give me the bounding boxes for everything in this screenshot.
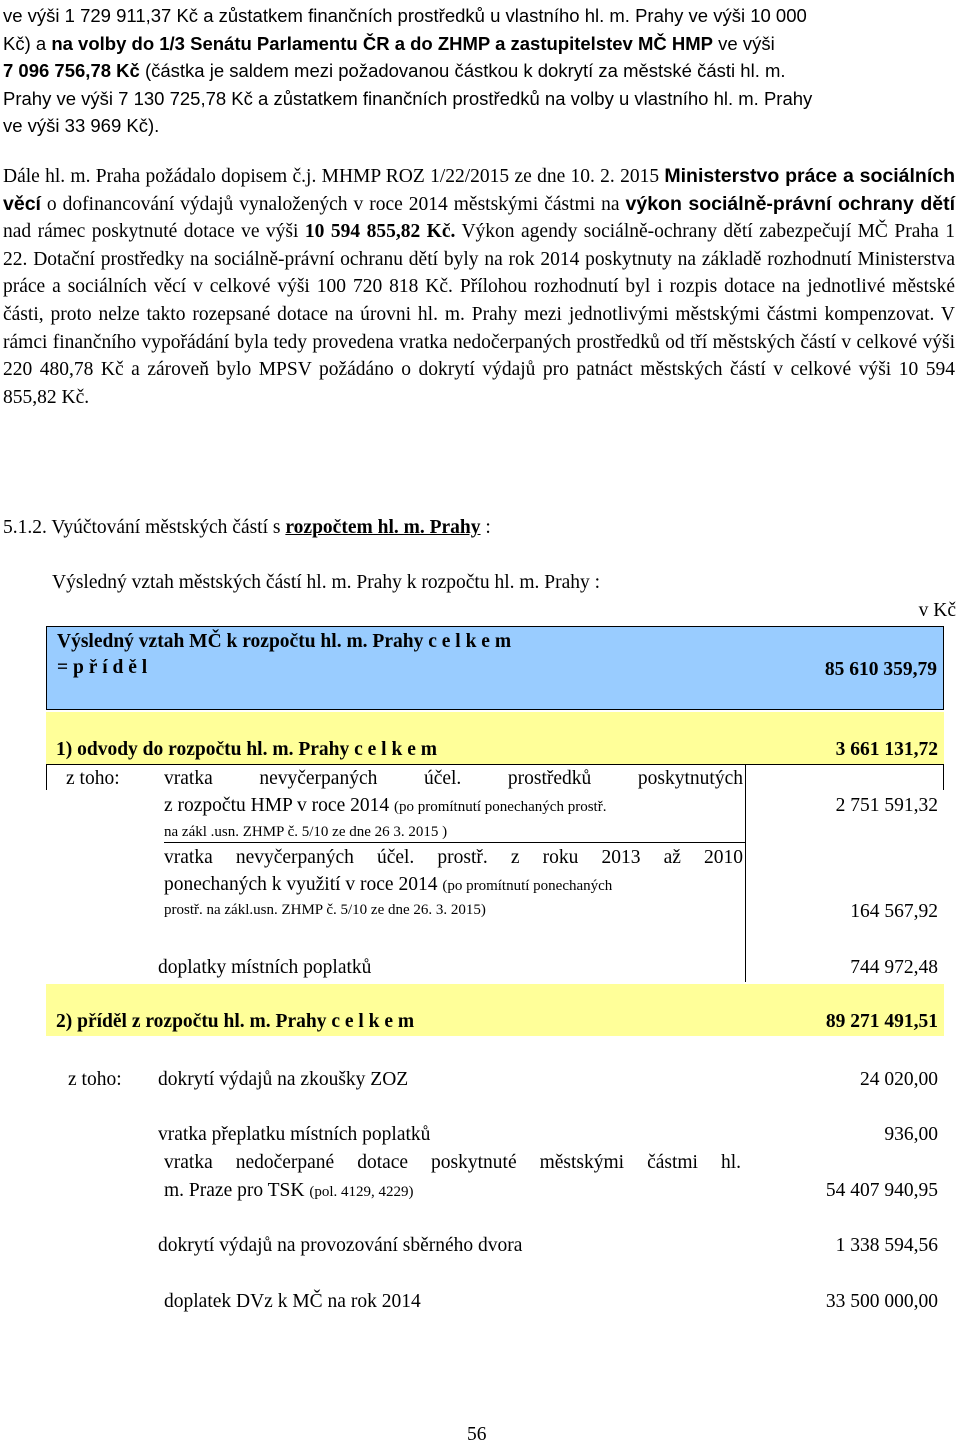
table-line [745,764,746,982]
pridel-item3-line1: vratka nedočerpané dotace poskytnuté městskými částmi hl. [164,1152,741,1173]
pridel-item2: vratka přeplatku místních poplatků [158,1124,431,1145]
pridel-item1-value: 24 020,00 [860,1069,938,1090]
pridel-item4-value: 1 338 594,56 [835,1235,938,1256]
odvody-total: 3 661 131,72 [835,739,938,760]
odvody-item3-value: 744 972,48 [850,957,938,978]
odvody-item3: doplatky místních poplatků [158,957,372,978]
unit-label: v Kč [918,600,956,621]
odvody-item2-line2: ponechaných k využití v roce 2014 (po promítnutí ponechaných [164,874,613,895]
intro-line-4: Prahy ve výši 7 130 725,78 Kč a zůstatkem finančních prostředků na volby u vlastního hl. m. Prahy [3,87,813,109]
odvody-item2-line1: vratka nevyčerpaných účel. prostř. z roku 2013 až 2010 [164,847,743,868]
pridel-item2-value: 936,00 [884,1124,938,1145]
odvody-title: 1) odvody do rozpočtu hl. m. Prahy c e l k e m [56,739,437,760]
intro-line-1: ve výši 1 729 911,37 Kč a zůstatkem finančních prostředků u vlastního hl. m. Prahy ve výši 10 000 [3,5,807,26]
odvody-item1-line2: z rozpočtu HMP v roce 2014 (po promítnutí ponechaných prostř. [164,795,607,816]
pridel-item4: dokrytí výdajů na provozování sběrného dvora [158,1235,523,1256]
table-line [46,764,944,765]
odvody-item1-line3: na zákl .usn. ZHMP č. 5/10 ze dne 26 3. 2015 ) [164,824,448,840]
pridel-ztoho: z toho: [68,1069,122,1090]
summary-value: 85 610 359,79 [824,659,937,680]
intro-line-5: ve výši 33 969 Kč). [3,115,160,136]
summary-label-1: Výsledný vztah MČ k rozpočtu hl. m. Prahy c e l k e m [57,631,512,652]
summary-label-2: = p ř í d ě l [57,657,148,678]
pridel-total: 89 271 491,51 [825,1011,938,1032]
section-subheading: Výsledný vztah městských částí hl. m. Prahy k rozpočtu hl. m. Prahy : [52,572,601,593]
section-heading: 5.1.2. Vyúčtování městských částí s rozpočtem hl. m. Prahy : [3,517,491,538]
odvody-header-box [46,712,944,764]
pridel-title: 2) příděl z rozpočtu hl. m. Prahy c e l k e m [56,1011,415,1032]
pridel-item3-line2: m. Praze pro TSK (pol. 4129, 4229) [164,1180,414,1201]
pridel-item5: doplatek DVz k MČ na rok 2014 [164,1291,421,1312]
table-line [164,842,745,843]
table-line [943,764,944,790]
paragraph-mpsv: Dále hl. m. Praha požádalo dopisem č.j. MHMP ROZ 1/22/2015 ze dne 10. 2. 2015 Ministerstvo práce a sociálních věcí o dofinancování výdajů vynaložených v roce 2014 městskými částmi na výkon sociálně-právní ochrany dětí nad rámec poskytnuté dotace ve výši 10 594 855,82 Kč. Výkon agendy sociálně-ochrany dětí zabezpečují MČ Praha 1 22. Dotační prostředky na sociálně-právní ochranu dětí byly na rok 2014 poskytnuty na základě rozhodnutí Ministerstva práce a sociálních věcí v celkové výši 100 720 818 Kč. Přílohou rozhodnutí byl i rozpis dotace na jednotlivé městské části, proto nelze takto rozepsané dotace na úrovni hl. m. Prahy mezi jednotlivými městskými částmi kompenzovat. V rámci finančního vypořádání byla tedy provedena vratka nedočerpaných prostředků od tří městských částí v celkové výši 220 480,78 Kč a zároveň bylo MPSV požádáno o dokrytí výdajů pro patnáct městských částí v celkové výši 10 594 855,82 Kč. [3,165,955,408]
summary-box [46,626,944,710]
page-number: 56 [467,1424,487,1445]
odvody-item2-value: 164 567,92 [850,901,938,922]
table-line [46,764,47,790]
odvody-ztoho: z toho: [66,768,120,789]
pridel-item3-value: 54 407 940,95 [825,1180,938,1201]
intro-line-3: 7 096 756,78 Kč (částka je saldem mezi požadovanou částkou k dokrytí za městské části hl. m. [3,60,786,81]
pridel-item5-value: 33 500 000,00 [825,1291,938,1312]
intro-line-2: Kč) a na volby do 1/3 Senátu Parlamentu ČR a do ZHMP a zastupitelstev MČ HMP ve výši [3,32,775,54]
odvody-item2-line3: prostř. na zákl.usn. ZHMP č. 5/10 ze dne 26. 3. 2015) [164,902,486,918]
pridel-header-box [46,984,944,1036]
pridel-item1: dokrytí výdajů na zkoušky ZOZ [158,1069,409,1090]
odvody-item1-value: 2 751 591,32 [835,795,938,816]
intro-paragraph [3,2,955,140]
odvody-item1-line1: vratka nevyčerpaných účel. prostředků poskytnutých [164,768,743,789]
